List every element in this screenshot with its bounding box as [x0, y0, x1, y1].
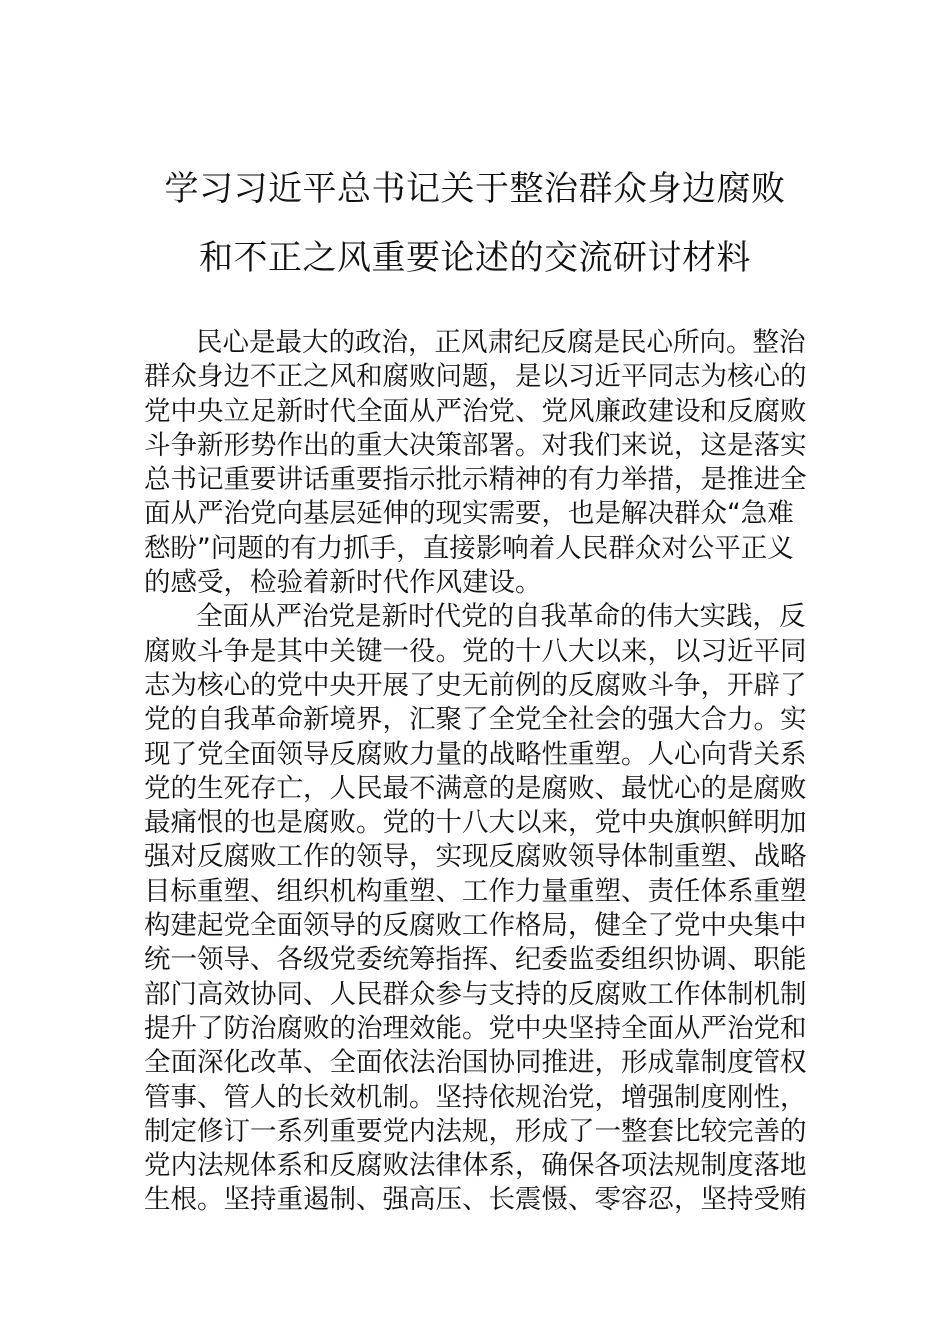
- document-body: [144, 326, 814, 1218]
- paragraph-line: 党内法规体系和反腐败法律体系，确保各项法规制度落地: [144, 1150, 807, 1182]
- paragraph-line: 全面从严治党是新时代党的自我革命的伟大实践，反: [196, 601, 806, 633]
- paragraph-line: 面从严治党向基层延伸的现实需要，也是解决群众“急难: [144, 498, 794, 530]
- paragraph-line: 志为核心的党中央开展了史无前例的反腐败斗争，开辟了: [144, 669, 807, 701]
- paragraph-line: 构建起党全面领导的反腐败工作格局，健全了党中央集中: [144, 910, 807, 942]
- paragraph-line: 民心是最大的政治，正风肃纪反腐是民心所向。整治: [196, 327, 806, 358]
- paragraph-line: 部门高效协同、人民群众参与支持的反腐败工作体制机制: [144, 978, 807, 1010]
- paragraph-line: 的感受，检验着新时代作风建设。: [144, 567, 542, 599]
- paragraph-2: [144, 600, 814, 1217]
- paragraph-line: 制定修订一系列重要党内法规，形成了一整套比较完善的: [144, 1115, 807, 1147]
- paragraph-line: 群众身边不正之风和腐败问题，是以习近平同志为核心的: [144, 361, 807, 393]
- paragraph-line: 总书记重要讲话重要指示批示精神的有力举措，是推进全: [144, 464, 807, 496]
- paragraph-line: 党中央立足新时代全面从严治党、党风廉政建设和反腐败: [144, 395, 807, 427]
- paragraph-line: 目标重塑、组织机构重塑、工作力量重塑、责任体系重塑: [144, 875, 807, 907]
- document-title-line-2: 和不正之风重要论述的交流研讨材料: [199, 238, 751, 278]
- paragraph-line: 提升了防治腐败的治理效能。党中央坚持全面从严治党和: [144, 1012, 807, 1044]
- paragraph-line: 斗争新形势作出的重大决策部署。对我们来说，这是落实: [144, 429, 807, 461]
- paragraph-line: 党的自我革命新境界，汇聚了全党全社会的强大合力。实: [144, 704, 807, 736]
- paragraph-line: 统一领导、各级党委统筹指挥、纪委监委组织协调、职能: [144, 944, 807, 976]
- paragraph-line: 全面深化改革、全面依法治国协同推进，形成靠制度管权: [144, 1047, 807, 1079]
- paragraph-line: 强对反腐败工作的领导，实现反腐败领导体制重塑、战略: [144, 841, 807, 873]
- paragraph-1: [144, 326, 814, 600]
- paragraph-line: 生根。坚持重遏制、强高压、长震慑、零容忍，坚持受贿: [144, 1184, 807, 1216]
- paragraph-line: 现了党全面领导反腐败力量的战略性重塑。人心向背关系: [144, 738, 807, 770]
- document-title-line-1: 学习习近平总书记关于整治群众身边腐败: [164, 169, 786, 209]
- paragraph-line: 腐败斗争是其中关键一役。党的十八大以来，以习近平同: [144, 635, 807, 667]
- paragraph-line: 愁盼”问题的有力抓手，直接影响着人民群众对公平正义: [144, 532, 794, 564]
- paragraph-line: 管事、管人的长效机制。坚持依规治党，增强制度刚性，: [144, 1081, 807, 1113]
- paragraph-line: 党的生死存亡，人民最不满意的是腐败、最忧心的是腐败: [144, 772, 807, 804]
- paragraph-line: 最痛恨的也是腐败。党的十八大以来，党中央旗帜鲜明加: [144, 807, 807, 839]
